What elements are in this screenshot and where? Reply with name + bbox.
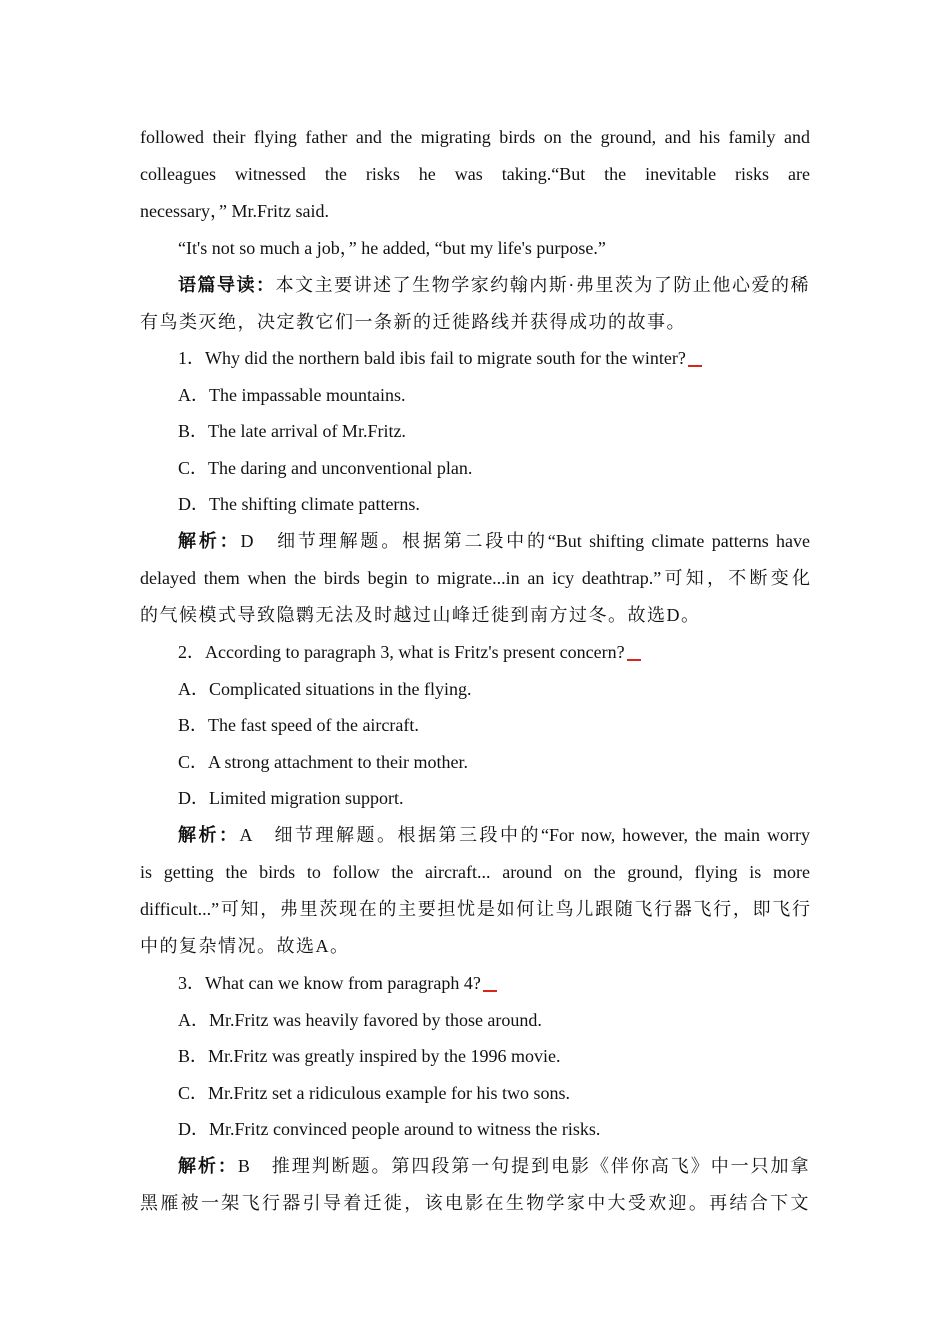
option-a: A．The impassable mountains.: [178, 385, 406, 405]
question-stem-3: [178, 965, 810, 1002]
answer-blank: [483, 990, 497, 992]
option-d: D．The shifting climate patterns.: [178, 494, 420, 514]
option-a: A．Mr.Fritz was heavily favored by those around.: [178, 1010, 542, 1030]
explanation-line: 中的复杂情况。故选A。: [140, 936, 350, 956]
explanation-line: [178, 523, 810, 560]
passage-line: necessary，” Mr.Fritz said.: [140, 201, 329, 221]
passage-line: colleagues witnessed the risks he was taking.“But the inevitable risks are: [140, 164, 810, 184]
option-b: B．Mr.Fritz was greatly inspired by the 1996 movie.: [178, 1046, 561, 1066]
guide-label: 语篇导读：: [178, 275, 276, 295]
guide-line: 有鸟类灭绝，决定教它们一条新的迁徙路线并获得成功的故事。: [140, 312, 686, 332]
explanation-text: B 推理判断题。第四段第一句提到电影《伴你高飞》中一只加拿: [237, 1156, 810, 1176]
explanation-line: [178, 817, 810, 854]
question-text: 2．According to paragraph 3, what is Fritz's present concern?: [178, 642, 625, 662]
option-a: A．Complicated situations in the flying.: [178, 679, 472, 699]
explanation-text: A 细节理解题。根据第三段中的“For now, however, the main worry: [239, 825, 810, 845]
question-stem-1: [178, 340, 810, 377]
explanation-line: is getting the birds to follow the aircraft... around on the ground, flying is more: [140, 862, 810, 882]
explanation-text: D 细节理解题。根据第二段中的“But shifting climate patterns have: [240, 531, 810, 551]
explanation-line: difficult...”可知，弗里茨现在的主要担忧是如何让鸟儿跟随飞行器飞行，即飞行: [140, 899, 810, 919]
explanation-label: 解析：: [178, 825, 240, 845]
explanation-line: [178, 1148, 810, 1185]
explanation-line: 的气候模式导致隐鹮无法及时越过山峰迁徙到南方过冬。故选D。: [140, 605, 701, 625]
answer-blank: [688, 365, 702, 367]
passage-line: “It's not so much a job，” he added, “but my life's purpose.”: [178, 238, 606, 258]
guide-line: [178, 267, 810, 304]
answer-blank: [627, 659, 641, 661]
option-c: C．Mr.Fritz set a ridiculous example for his two sons.: [178, 1083, 570, 1103]
option-c: C．The daring and unconventional plan.: [178, 458, 473, 478]
option-b: B．The fast speed of the aircraft.: [178, 715, 419, 735]
guide-text: 本文主要讲述了生物学家约翰内斯·弗里茨为了防止他心爱的稀: [275, 275, 810, 295]
option-b: B．The late arrival of Mr.Fritz.: [178, 421, 406, 441]
question-stem-2: [178, 634, 810, 671]
option-d: D．Mr.Fritz convinced people around to witness the risks.: [178, 1119, 601, 1139]
explanation-line: delayed them when the birds begin to migrate...in an icy deathtrap.”可知，不断变化: [140, 568, 810, 588]
explanation-line: 黑雁被一架飞行器引导着迁徙，该电影在生物学家中大受欢迎。再结合下文: [140, 1193, 810, 1213]
passage-line: followed their flying father and the migrating birds on the ground, and his family and: [140, 127, 810, 147]
question-text: 3．What can we know from paragraph 4?: [178, 973, 481, 993]
option-d: D．Limited migration support.: [178, 788, 404, 808]
explanation-label: 解析：: [178, 1156, 238, 1176]
option-c: C．A strong attachment to their mother.: [178, 752, 468, 772]
question-text: 1．Why did the northern bald ibis fail to migrate south for the winter?: [178, 348, 686, 368]
explanation-label: 解析：: [178, 531, 241, 551]
